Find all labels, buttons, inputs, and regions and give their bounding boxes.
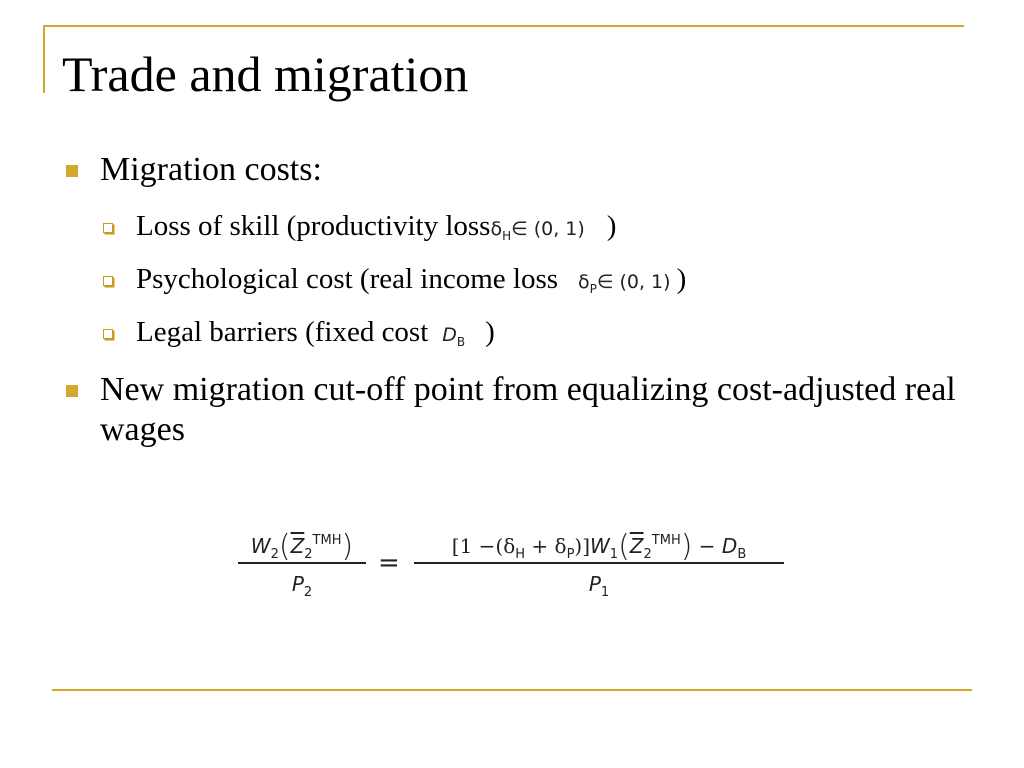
delta-h-math: $\delta_H\in$ (0, 1) (490, 218, 585, 243)
sub-bullet-hollow-square-icon (103, 223, 113, 233)
sub-item-text: Psychological cost (real income loss (136, 263, 559, 295)
equals-sign: = (378, 548, 400, 578)
lhs-fraction (238, 520, 366, 604)
bullet-new-cutoff: New migration cut-off point from equalizing cost-adjusted real wages (100, 371, 956, 448)
rhs-denominator: $P_1$ (588, 572, 610, 600)
sub-bullet-hollow-square-icon (103, 329, 113, 339)
delta-p-math: $\delta_P\in$ (0, 1) (578, 271, 671, 296)
sub-bullet-hollow-square-icon (103, 276, 113, 286)
close-paren: ) (606, 210, 617, 242)
lhs-numerator: $W_2(\overline{Z}_2^{TMH})$ (250, 529, 354, 564)
rhs-fraction (414, 520, 784, 604)
sub-item-legal-barriers (136, 314, 495, 360)
migration-cutoff-formula (238, 520, 798, 610)
d-b-math: $D_B$ (442, 324, 466, 349)
sub-item-psychological-cost (136, 261, 686, 307)
sub-item-text: Loss of skill (productivity loss (136, 210, 491, 242)
close-paren: ) (676, 263, 687, 295)
bullet-square-icon (66, 165, 78, 177)
sub-item-loss-of-skill (136, 208, 616, 254)
lhs-denominator: $P_2$ (291, 572, 313, 600)
top-rule (44, 25, 964, 27)
sub-item-text: Legal barriers (fixed cost (136, 316, 429, 348)
bullet-migration-costs: Migration costs: (100, 151, 322, 188)
close-paren: ) (485, 316, 495, 348)
bottom-rule (52, 689, 972, 691)
bullet-square-icon (66, 385, 78, 397)
left-rule (43, 25, 45, 93)
slide-title: Trade and migration (62, 46, 469, 102)
rhs-numerator: $[1 -(\delta_H + \delta_P)]W_1(\overline{Z}_2^{TMH}) - D_B$ (451, 529, 747, 564)
